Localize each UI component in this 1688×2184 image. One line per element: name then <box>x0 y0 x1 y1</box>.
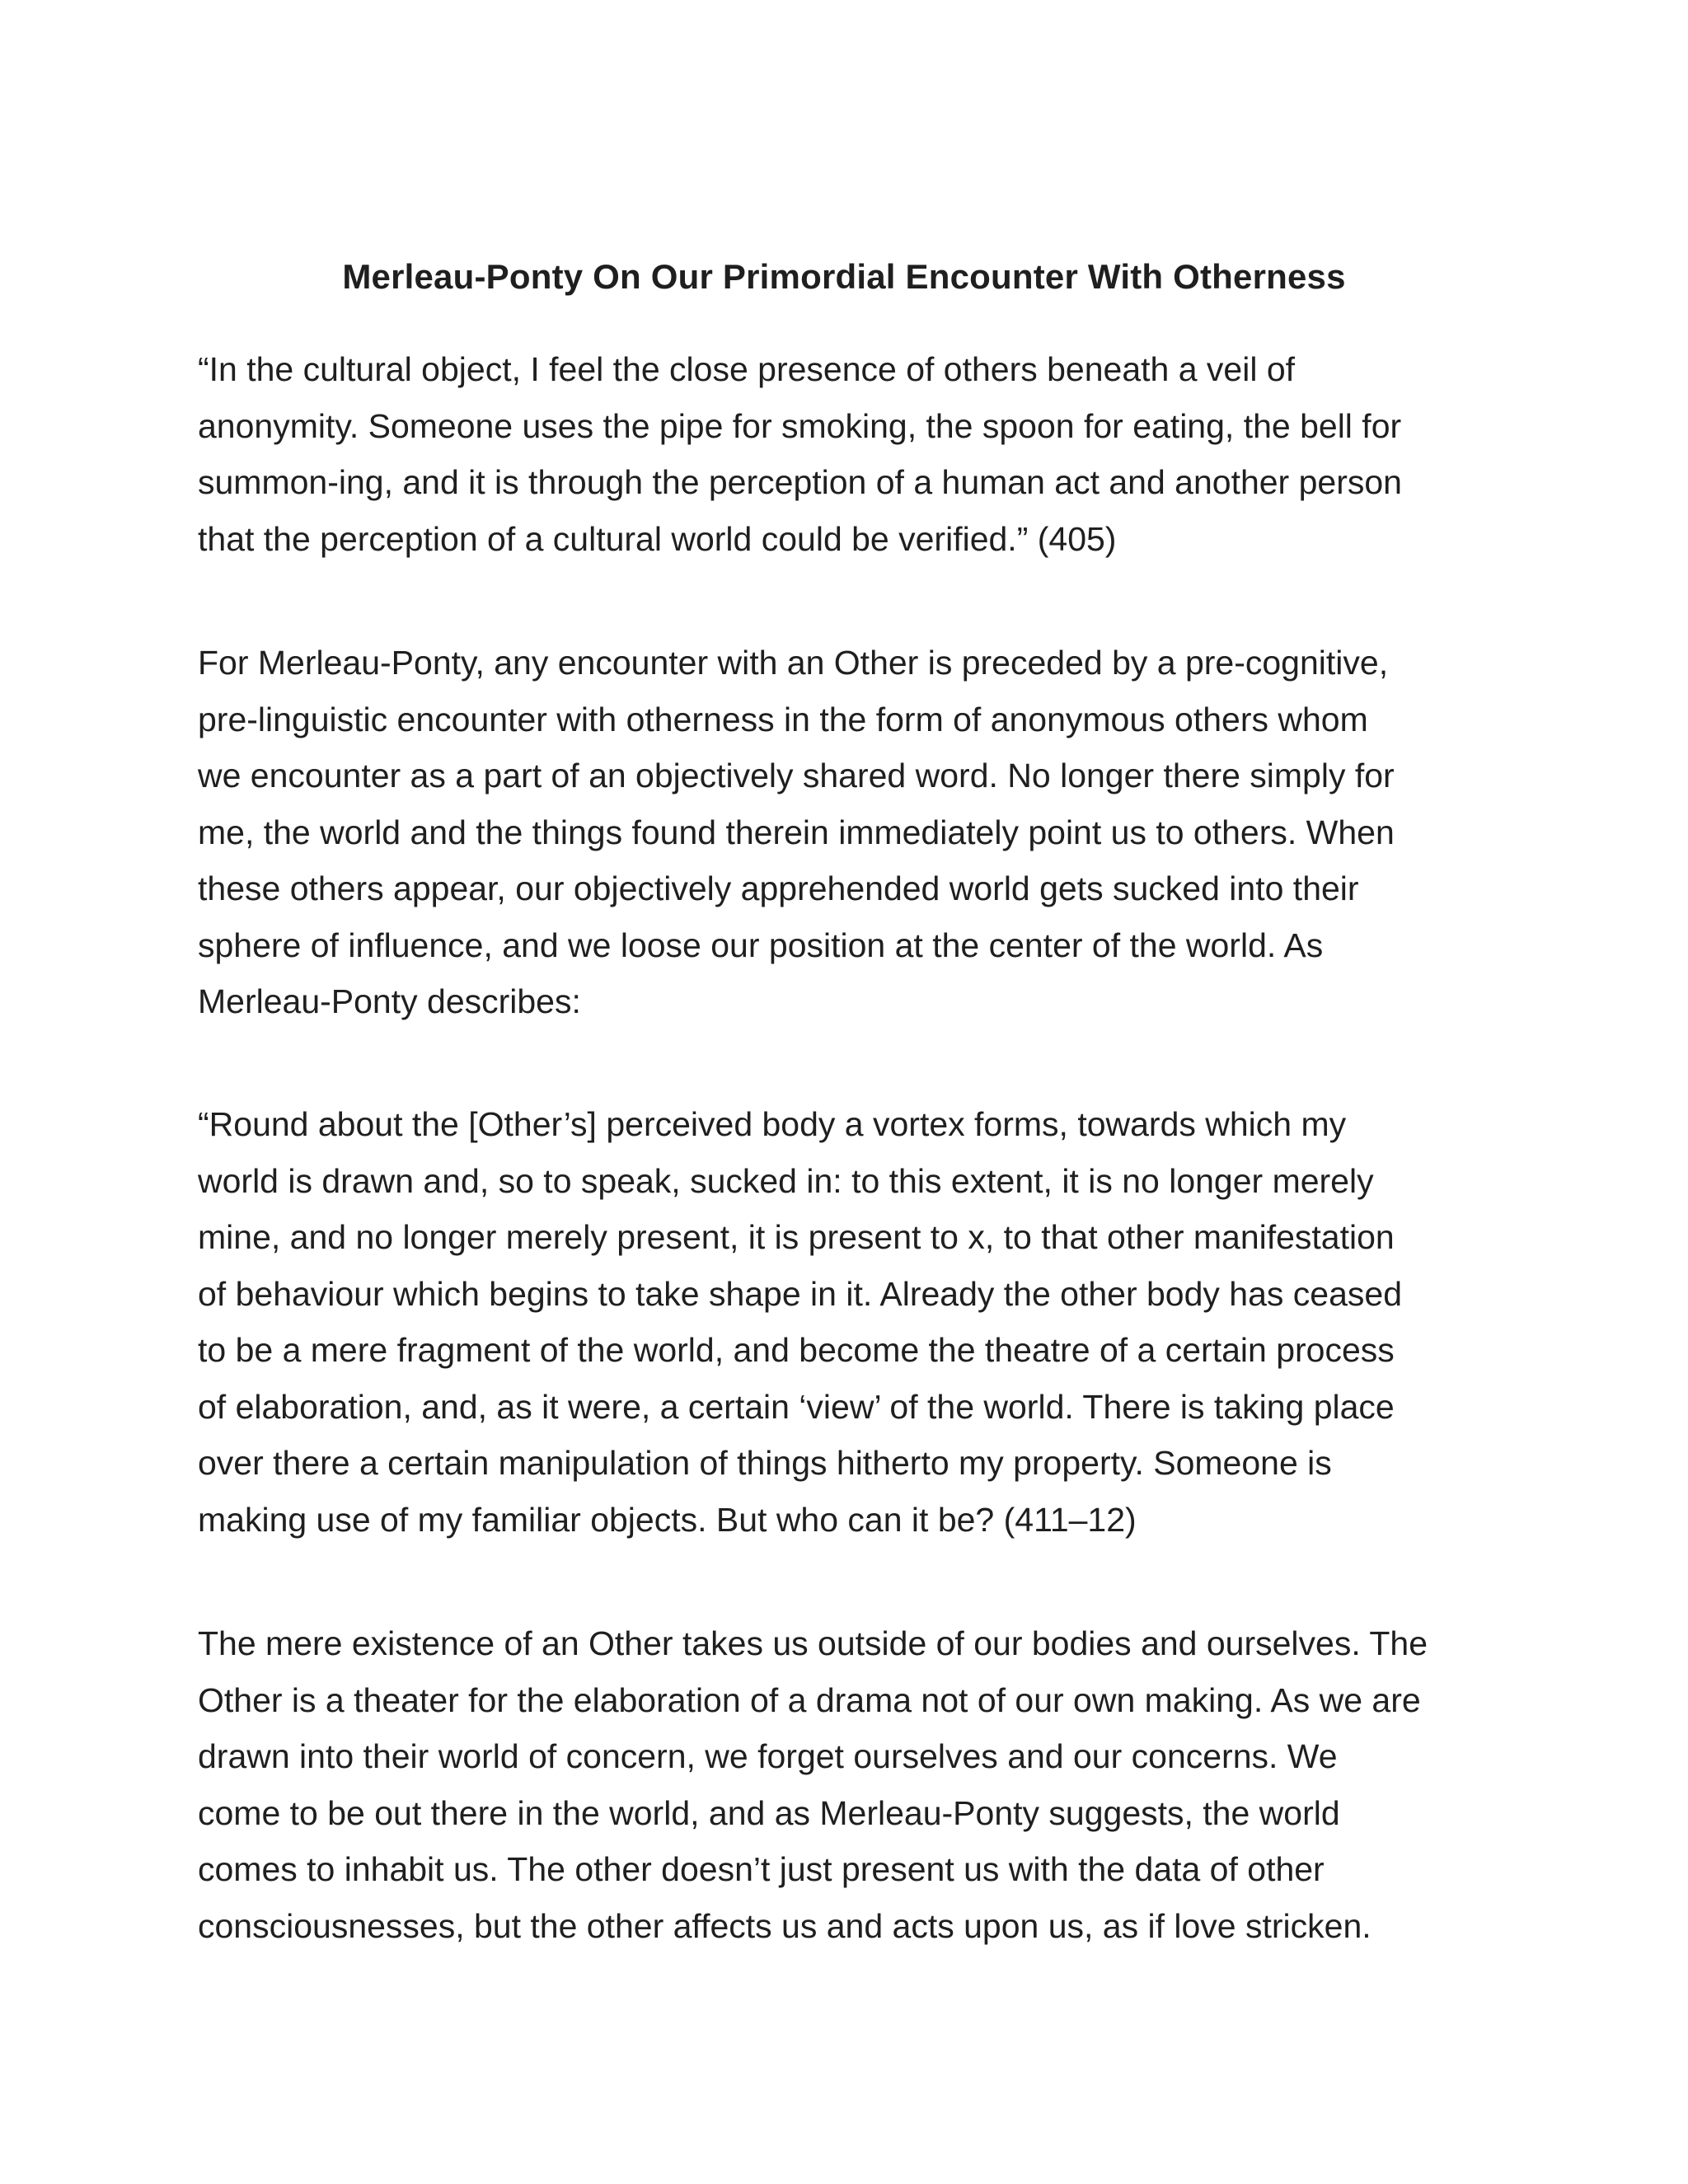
paragraph-block-quote: “Round about the [Other’s] perceived body a vortex forms, towards which my world is drawn and, so to speak, sucked in: to this extent, it is no longer merely mine, and no longer merely present, it is present to x, to that other manifestation of behaviour which begins to take shape in it. Already the other body has ceased to be a mere fragment of the world, and become the theatre of a certain process of elaboration, and, as it were, a certain ‘view’ of the world. There is taking place over there a certain manipulation of things hitherto my property. Someone is making use of my familiar objects. But who can it be? (411–12) <box>198 1105 1403 1539</box>
paragraph-opening-quote: “In the cultural object, I feel the close presence of others beneath a veil of anonymity. Someone uses the pipe for smoking, the spoon for eating, the bell for summon-ing, and it is through the perception of a human act and another person that the perception of a cultural world could be verified.” (405) <box>198 350 1402 558</box>
document-title: Merleau-Ponty On Our Primordial Encounter With Otherness <box>342 257 1346 296</box>
paragraph-commentary-1: For Merleau-Ponty, any encounter with an Other is preceded by a pre-cognitive, pre-linguistic encounter with otherness in the form of anonymous others whom we encounter as a part of an objectively shared word. No longer there simply for me, the world and the things found therein immediately point us to others. When these others appear, our objectively apprehended world gets sucked into their sphere of influence, and we loose our position at the center of the world. As Merleau-Ponty describes: <box>198 644 1395 1020</box>
paragraph-commentary-2: The mere existence of an Other takes us outside of our bodies and ourselves. The Other is a theater for the elaboration of a drama not of our own making. As we are drawn into their world of concern, we forget ourselves and our concerns. We come to be out there in the world, and as Merleau-Ponty suggests, the world comes to inhabit us. The other doesn’t just present us with the data of other consciousnesses, but the other affects us and acts upon us, as if love stricken. <box>198 1624 1428 1945</box>
